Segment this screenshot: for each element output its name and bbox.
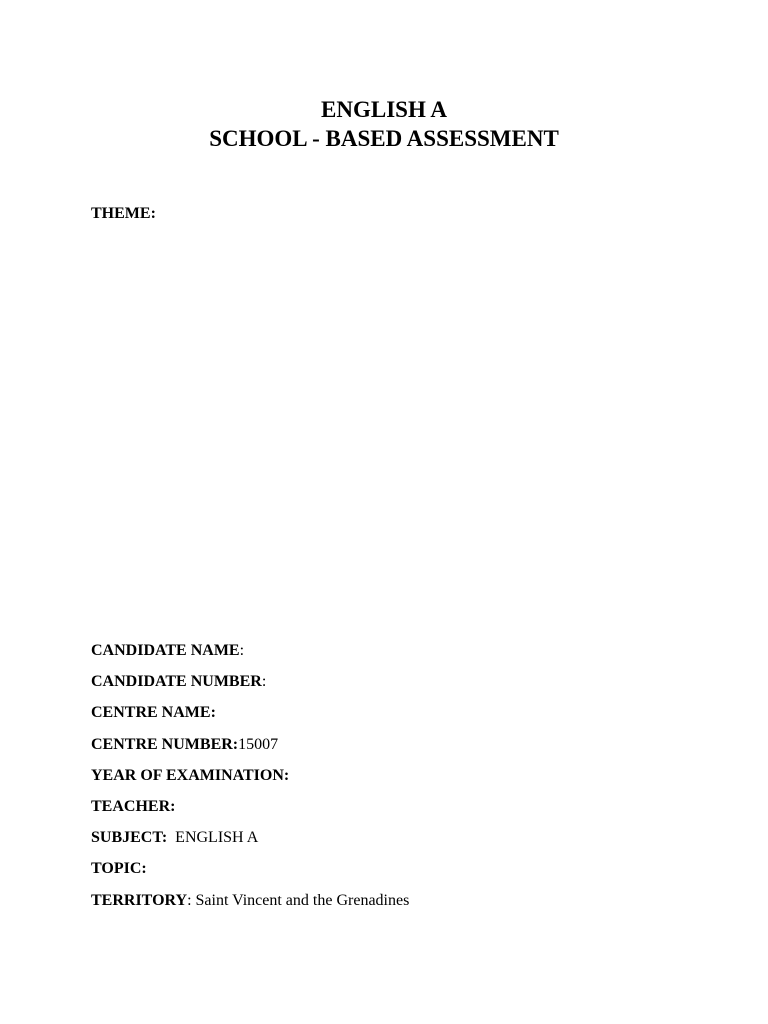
field-label: CENTRE NAME: — [91, 704, 216, 722]
field-year-of-examination — [91, 765, 711, 796]
field-label: SUBJECT: — [91, 829, 168, 847]
field-territory — [91, 890, 711, 921]
field-label: CANDIDATE NUMBER — [91, 673, 262, 691]
field-centre-name — [91, 702, 711, 733]
document-subtitle: SCHOOL - BASED ASSESSMENT — [209, 126, 559, 151]
field-value: 15007 — [238, 735, 279, 753]
field-label: TOPIC: — [91, 860, 147, 878]
field-candidate-name — [91, 640, 711, 671]
field-teacher — [91, 796, 711, 827]
field-label: TEACHER: — [91, 797, 176, 815]
field-label: CANDIDATE NAME — [91, 642, 240, 659]
field-label: YEAR OF EXAMINATION: — [91, 766, 290, 784]
field-value: ENGLISH A — [167, 829, 259, 847]
field-separator: : — [239, 642, 245, 659]
field-centre-number — [91, 734, 711, 765]
field-separator: : — [187, 891, 192, 909]
field-subject — [91, 827, 711, 858]
document-title: ENGLISH A — [321, 97, 447, 122]
field-label: CENTRE NUMBER: — [91, 735, 239, 753]
candidate-details — [91, 640, 711, 921]
field-separator: : — [261, 673, 267, 691]
field-candidate-number — [91, 671, 711, 702]
theme-label: THEME: — [91, 205, 156, 222]
field-label: TERRITORY — [91, 891, 188, 909]
field-topic — [91, 858, 711, 889]
field-value: Saint Vincent and the Grenadines — [191, 891, 410, 909]
